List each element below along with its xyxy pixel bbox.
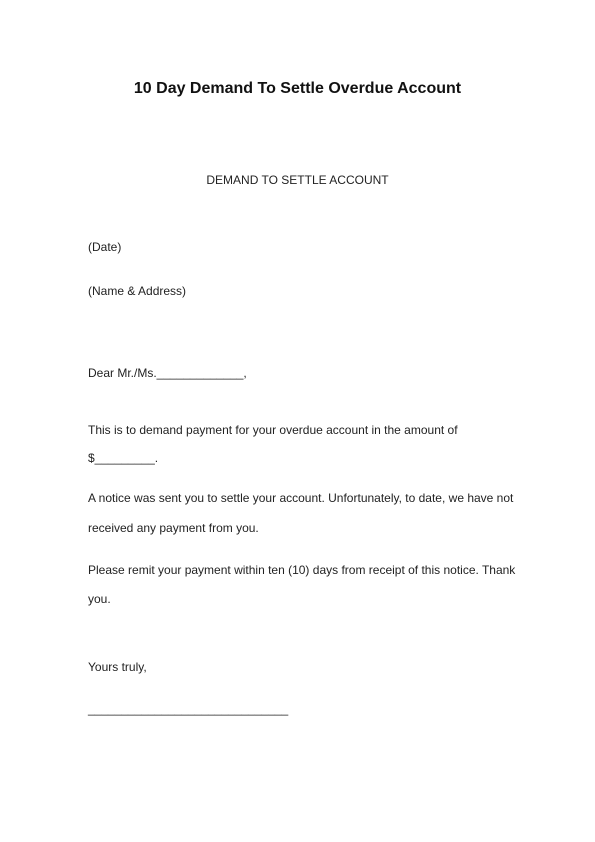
document-title: 10 Day Demand To Settle Overdue Account	[133, 80, 462, 97]
closing: Yours truly,	[88, 660, 147, 674]
paragraph-1-line-1: This is to demand payment for your overdue account in the amount of	[88, 423, 458, 437]
paragraph-3-line-1: Please remit your payment within ten (10) days from receipt of this notice. Thank	[88, 563, 516, 577]
date-placeholder: (Date)	[88, 240, 122, 254]
name-address-placeholder: (Name & Address)	[88, 284, 187, 298]
salutation: Dear Mr./Ms._____________,	[88, 366, 247, 380]
paragraph-3-line-2: you.	[88, 592, 111, 606]
signature-line: ______________________________	[88, 702, 289, 716]
paragraph-1-line-2: $_________.	[88, 451, 159, 465]
paragraph-2-line-1: A notice was sent you to settle your account. Unfortunately, to date, we have not	[88, 491, 514, 505]
paragraph-2-line-2: received any payment from you.	[88, 521, 259, 535]
document-subtitle: DEMAND TO SETTLE ACCOUNT	[206, 173, 389, 187]
